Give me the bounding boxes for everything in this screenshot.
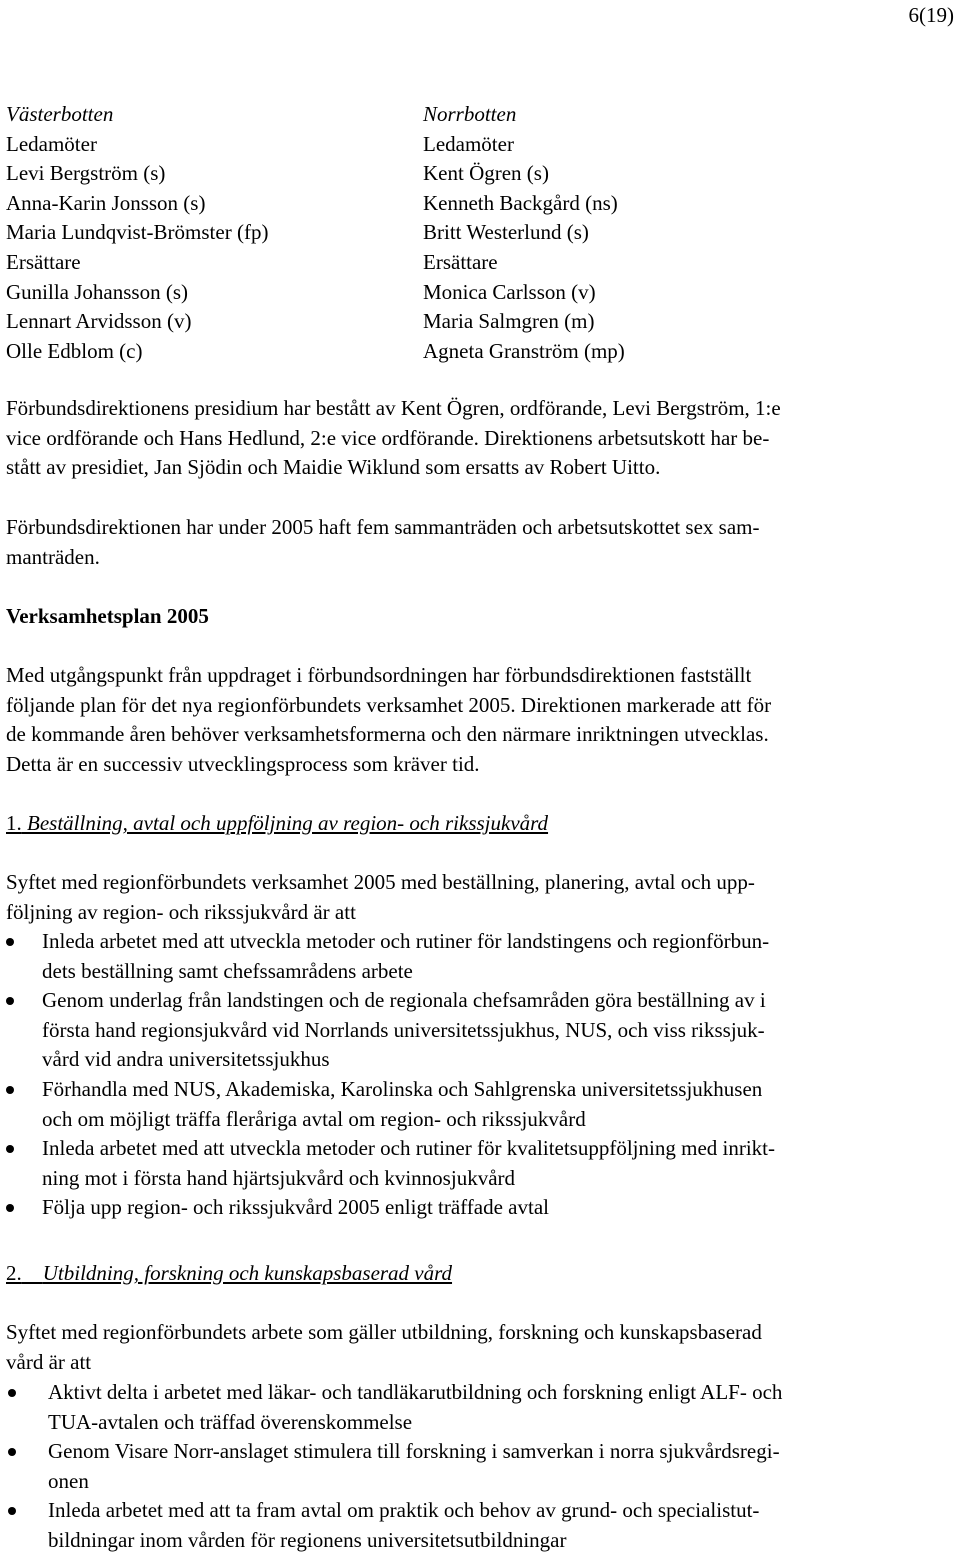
members-label: Ledamöter — [6, 131, 97, 156]
list-item — [6, 927, 954, 986]
paragraph-line: Förbundsdirektionens presidium har bestått av Kent Ögren, ordförande, Levi Bergström, 1:e — [6, 396, 781, 420]
region-column-norrbotten — [423, 100, 843, 366]
list-item-line: TUA-avtalen och träffad överenskommelse — [48, 1409, 413, 1434]
section-2-heading — [6, 1259, 954, 1289]
paragraph-line: Förbundsdirektionen har under 2005 haft fem sammanträden och arbetsutskottet sex sam- — [6, 515, 760, 539]
bullet-icon — [6, 1086, 14, 1094]
section-1-bullet-list — [6, 927, 954, 1223]
list-item — [6, 1437, 954, 1496]
substitute-name: Maria Salmgren (m) — [423, 309, 595, 334]
region-title: Norrbotten — [423, 102, 517, 126]
paragraph-line: Med utgångspunkt från uppdraget i förbundsordningen har förbundsdirektionen fastställt — [6, 663, 752, 687]
list-item — [6, 1075, 954, 1134]
section-1-intro — [6, 868, 954, 927]
section-title: Utbildning, forskning och kunskapsbaserad vård — [42, 1261, 453, 1285]
list-item — [6, 1496, 954, 1555]
section-1-heading — [6, 809, 954, 839]
member-name: Kenneth Backgård (ns) — [423, 190, 618, 215]
bullet-icon — [6, 938, 14, 946]
section-title: Beställning, avtal och uppföljning av region- och rikssjukvård — [27, 811, 549, 835]
page-number: 6(19) — [908, 3, 954, 27]
list-item-line: första hand regionsjukvård vid Norrlands universitetssjukhus, NUS, och viss rikssjuk- — [42, 1017, 765, 1042]
list-item-line: vård vid andra universitetssjukhus — [42, 1047, 330, 1072]
paragraph-line: Detta är en successiv utvecklingsprocess som kräver tid. — [6, 751, 480, 776]
bullet-icon — [8, 1507, 16, 1515]
member-name: Anna-Karin Jonsson (s) — [6, 190, 206, 215]
list-item-line: dets beställning samt chefssamrådens arbete — [42, 958, 413, 983]
list-item-line: bildningar inom vården för regionens universitetsutbildningar — [48, 1527, 567, 1552]
paragraph-line: vice ordförande och Hans Hedlund, 2:e vice ordförande. Direktionens arbetsutskott har be- — [6, 425, 770, 450]
meetings-paragraph — [6, 513, 954, 572]
list-item-line: Följa upp region- och rikssjukvård 2005 enligt träffade avtal — [42, 1195, 549, 1220]
substitute-name: Olle Edblom (c) — [6, 338, 143, 363]
list-item-line: Förhandla med NUS, Akademiska, Karolinska och Sahlgrenska universitetssjukhusen — [42, 1076, 763, 1101]
paragraph-line: följning av region- och rikssjukvård är att — [6, 899, 356, 924]
list-item — [6, 986, 954, 1075]
paragraph-line: stått av presidiet, Jan Sjödin och Maidie Wiklund som ersatts av Robert Uitto. — [6, 455, 661, 480]
list-item-line: Inleda arbetet med att utveckla metoder och rutiner för kvalitetsuppföljning med inrikt- — [42, 1136, 776, 1161]
substitute-name: Agneta Granström (mp) — [423, 338, 625, 363]
section-number: 2. — [6, 1261, 22, 1285]
plan-paragraph — [6, 661, 954, 779]
presidium-paragraph — [6, 394, 954, 483]
bullet-icon — [8, 1448, 16, 1456]
member-name: Maria Lundqvist-Brömster (fp) — [6, 220, 269, 245]
list-item-line: Genom Visare Norr-anslaget stimulera till forskning i samverkan i norra sjukvårdsregi- — [48, 1439, 780, 1464]
members-label: Ledamöter — [423, 131, 514, 156]
paragraph-line: Syftet med regionförbundets verksamhet 2005 med beställning, planering, avtal och upp- — [6, 870, 755, 894]
paragraph-line: Syftet med regionförbundets arbete som gäller utbildning, forskning och kunskapsbaserad — [6, 1320, 762, 1344]
region-column-vasterbotten — [6, 100, 406, 366]
paragraph-line: de kommande åren behöver verksamhetsformerna och den närmare inriktningen utvecklas. — [6, 722, 769, 747]
list-item-line: Inleda arbetet med att utveckla metoder och rutiner för landstingens och regionförbun- — [42, 929, 770, 953]
bullet-icon — [6, 997, 14, 1005]
list-item — [6, 1378, 954, 1437]
substitutes-label: Ersättare — [6, 249, 81, 274]
list-item-line: onen — [48, 1468, 89, 1493]
substitute-name: Gunilla Johansson (s) — [6, 279, 188, 304]
bullet-icon — [6, 1145, 14, 1153]
substitute-name: Lennart Arvidsson (v) — [6, 309, 192, 334]
bullet-icon — [8, 1389, 16, 1397]
list-item-line: ning mot i första hand hjärtsjukvård och kvinnosjukvård — [42, 1165, 516, 1190]
list-item-line: och om möjligt träffa fleråriga avtal om region- och rikssjukvård — [42, 1106, 586, 1131]
paragraph-line: manträden. — [6, 544, 100, 569]
list-item-line: Genom underlag från landstingen och de regionala chefsamråden göra beställning av i — [42, 988, 766, 1013]
list-item — [6, 1193, 954, 1223]
substitutes-label: Ersättare — [423, 249, 498, 274]
paragraph-line: vård är att — [6, 1349, 92, 1374]
substitute-name: Monica Carlsson (v) — [423, 279, 596, 304]
list-item-line: Inleda arbetet med att ta fram avtal om praktik och behov av grund- och specialistut- — [48, 1498, 760, 1523]
section-number: 1. — [6, 811, 22, 835]
bullet-icon — [6, 1204, 14, 1212]
region-title: Västerbotten — [6, 102, 114, 126]
list-item-line: Aktivt delta i arbetet med läkar- och tandläkarutbildning och forskning enligt ALF- och — [48, 1380, 783, 1404]
member-name: Levi Bergström (s) — [6, 161, 166, 186]
section-2-bullet-list — [6, 1378, 954, 1556]
section-heading: Verksamhetsplan 2005 — [6, 604, 209, 628]
member-name: Kent Ögren (s) — [423, 161, 549, 186]
list-item — [6, 1134, 954, 1193]
section-2-intro — [6, 1318, 954, 1377]
member-name: Britt Westerlund (s) — [423, 220, 589, 245]
paragraph-line: följande plan för det nya regionförbundets verksamhet 2005. Direktionen markerade att för — [6, 692, 772, 717]
